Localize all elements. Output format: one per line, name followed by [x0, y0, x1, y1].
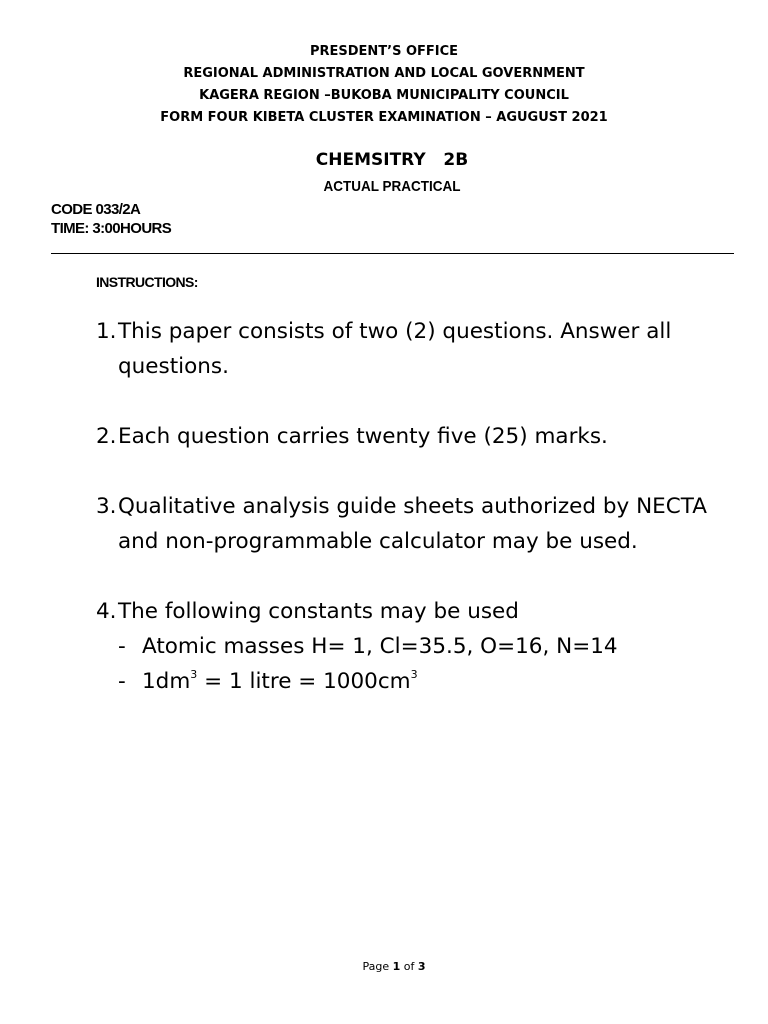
header-office: PRESDENT’S OFFICE — [309, 44, 459, 59]
instructions-list — [96, 314, 746, 699]
header-examination: FORM FOUR KIBETA CLUSTER EXAMINATION – AGUGUST 2021 — [160, 110, 608, 125]
practical-subtitle: ACTUAL PRACTICAL — [323, 178, 461, 195]
exam-header — [0, 41, 768, 129]
page-total: 3 — [417, 960, 426, 973]
instruction-number: 1. — [96, 319, 117, 344]
instruction-text: The following constants may be used — [118, 599, 519, 624]
header-council: KAGERA REGION –BUKOBA MUNICIPALITY COUNCIL — [199, 88, 569, 103]
instruction-item — [96, 594, 746, 629]
paper-time: TIME: 3:00HOURS — [51, 220, 172, 237]
page-number: 1 — [392, 960, 401, 973]
instruction-item — [96, 489, 746, 559]
constant-atomic-masses — [96, 629, 746, 664]
header-regional-admin: REGIONAL ADMINISTRATION AND LOCAL GOVERNMENT — [183, 66, 585, 81]
paper-code: CODE 033/2A — [51, 201, 141, 218]
instruction-text: Each question carries twenty five (25) marks. — [118, 424, 608, 449]
constants-list — [96, 629, 746, 699]
of-word: of — [403, 960, 415, 973]
volume-text-b: = 1 litre = 1000cm — [197, 669, 411, 694]
instruction-number: 3. — [96, 494, 117, 519]
instructions-heading: INSTRUCTIONS: — [96, 274, 198, 290]
atomic-masses-text: Atomic masses H= 1, Cl=35.5, O=16, N=14 — [142, 634, 618, 659]
volume-conversion — [142, 664, 418, 699]
volume-superscript-1: 3 — [190, 668, 198, 681]
header-divider — [51, 253, 734, 254]
constant-volume — [96, 664, 746, 699]
page-footer — [0, 960, 768, 973]
list-dash: - — [118, 669, 126, 694]
instruction-text: This paper consists of two (2) questions. Answer all questions. — [118, 319, 672, 379]
instruction-item — [96, 419, 746, 454]
paper-code-block — [51, 200, 171, 238]
instruction-text: Qualitative analysis guide sheets authorized by NECTA and non-programmable calculator may be used. — [118, 494, 707, 554]
page-word: Page — [362, 960, 390, 973]
volume-text-a: 1dm — [142, 669, 191, 694]
instruction-number: 2. — [96, 424, 117, 449]
instruction-number: 4. — [96, 599, 117, 624]
list-dash: - — [118, 634, 126, 659]
volume-superscript-2: 3 — [410, 668, 418, 681]
subject-title: CHEMSITRY 2B — [315, 150, 469, 170]
instruction-item — [96, 314, 746, 384]
